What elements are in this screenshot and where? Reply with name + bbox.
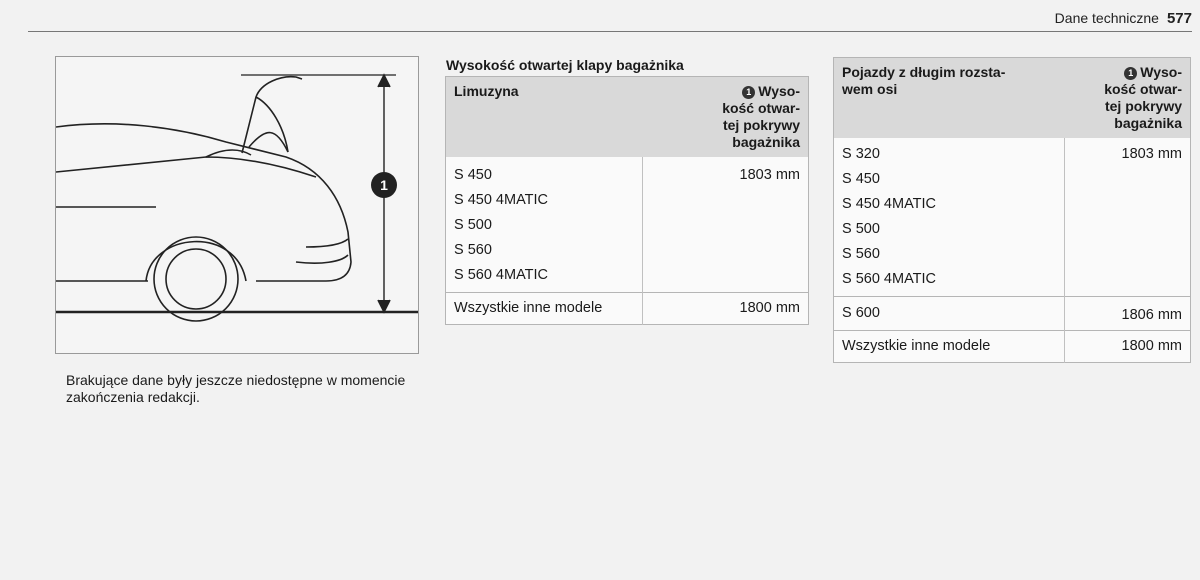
figure-caption: Brakujące dane były jeszcze niedostępne w momencie zakończenia redakcji. [66,372,406,405]
page-header [1055,10,1192,27]
lwb-height-header-text: Wyso- kość otwar- tej pokrywy bagażnika [1104,64,1182,131]
model-name: S 500 [842,221,880,237]
model-name: S 500 [454,217,492,233]
header-rule [28,31,1192,32]
height-value: 1800 mm [642,293,809,325]
callout-icon: 1 [742,86,755,99]
callout-icon: 1 [1124,67,1137,80]
model-name: S 320 [842,146,880,162]
model-name: S 560 [454,242,492,258]
page-number: 577 [1166,10,1192,27]
trunk-height-figure [55,56,419,354]
sedan-col-header: Limuzyna [446,77,643,158]
table-row [446,157,809,293]
sedan-table [445,76,809,325]
header-section-title: Dane techniczne [1054,10,1159,26]
height-value: 1803 mm [1064,138,1191,297]
model-name: S 450 4MATIC [454,192,549,208]
table-row [446,293,809,325]
model-name: Wszystkie inne modele [446,293,643,325]
model-name: S 560 4MATIC [454,267,549,283]
long-wheelbase-table [833,57,1191,363]
model-name: Wszystkie inne modele [834,331,1065,363]
callout-marker [371,172,397,198]
table-row [834,297,1191,331]
model-name: S 450 4MATIC [842,196,937,212]
table-row [834,331,1191,363]
lwb-col-header: Pojazdy z długim rozsta- wem osi [834,58,1065,139]
car-rear-illustration [56,57,418,353]
model-name: S 450 [842,171,880,187]
lwb-height-header [1064,58,1191,139]
height-value: 1806 mm [1064,297,1191,331]
height-value: 1800 mm [1064,331,1191,363]
callout-number: 1 [380,177,388,193]
model-name: S 560 4MATIC [842,271,937,287]
table-row [834,138,1191,297]
model-name: S 560 [842,246,880,262]
model-name: S 600 [834,297,1065,331]
section-title: Wysokość otwartej klapy bagażnika [446,57,684,73]
sedan-height-header-text: Wyso- kość otwar- tej pokrywy bagażnika [722,83,800,150]
sedan-height-header [642,77,809,158]
height-value: 1803 mm [642,157,809,293]
model-name: S 450 [454,167,492,183]
